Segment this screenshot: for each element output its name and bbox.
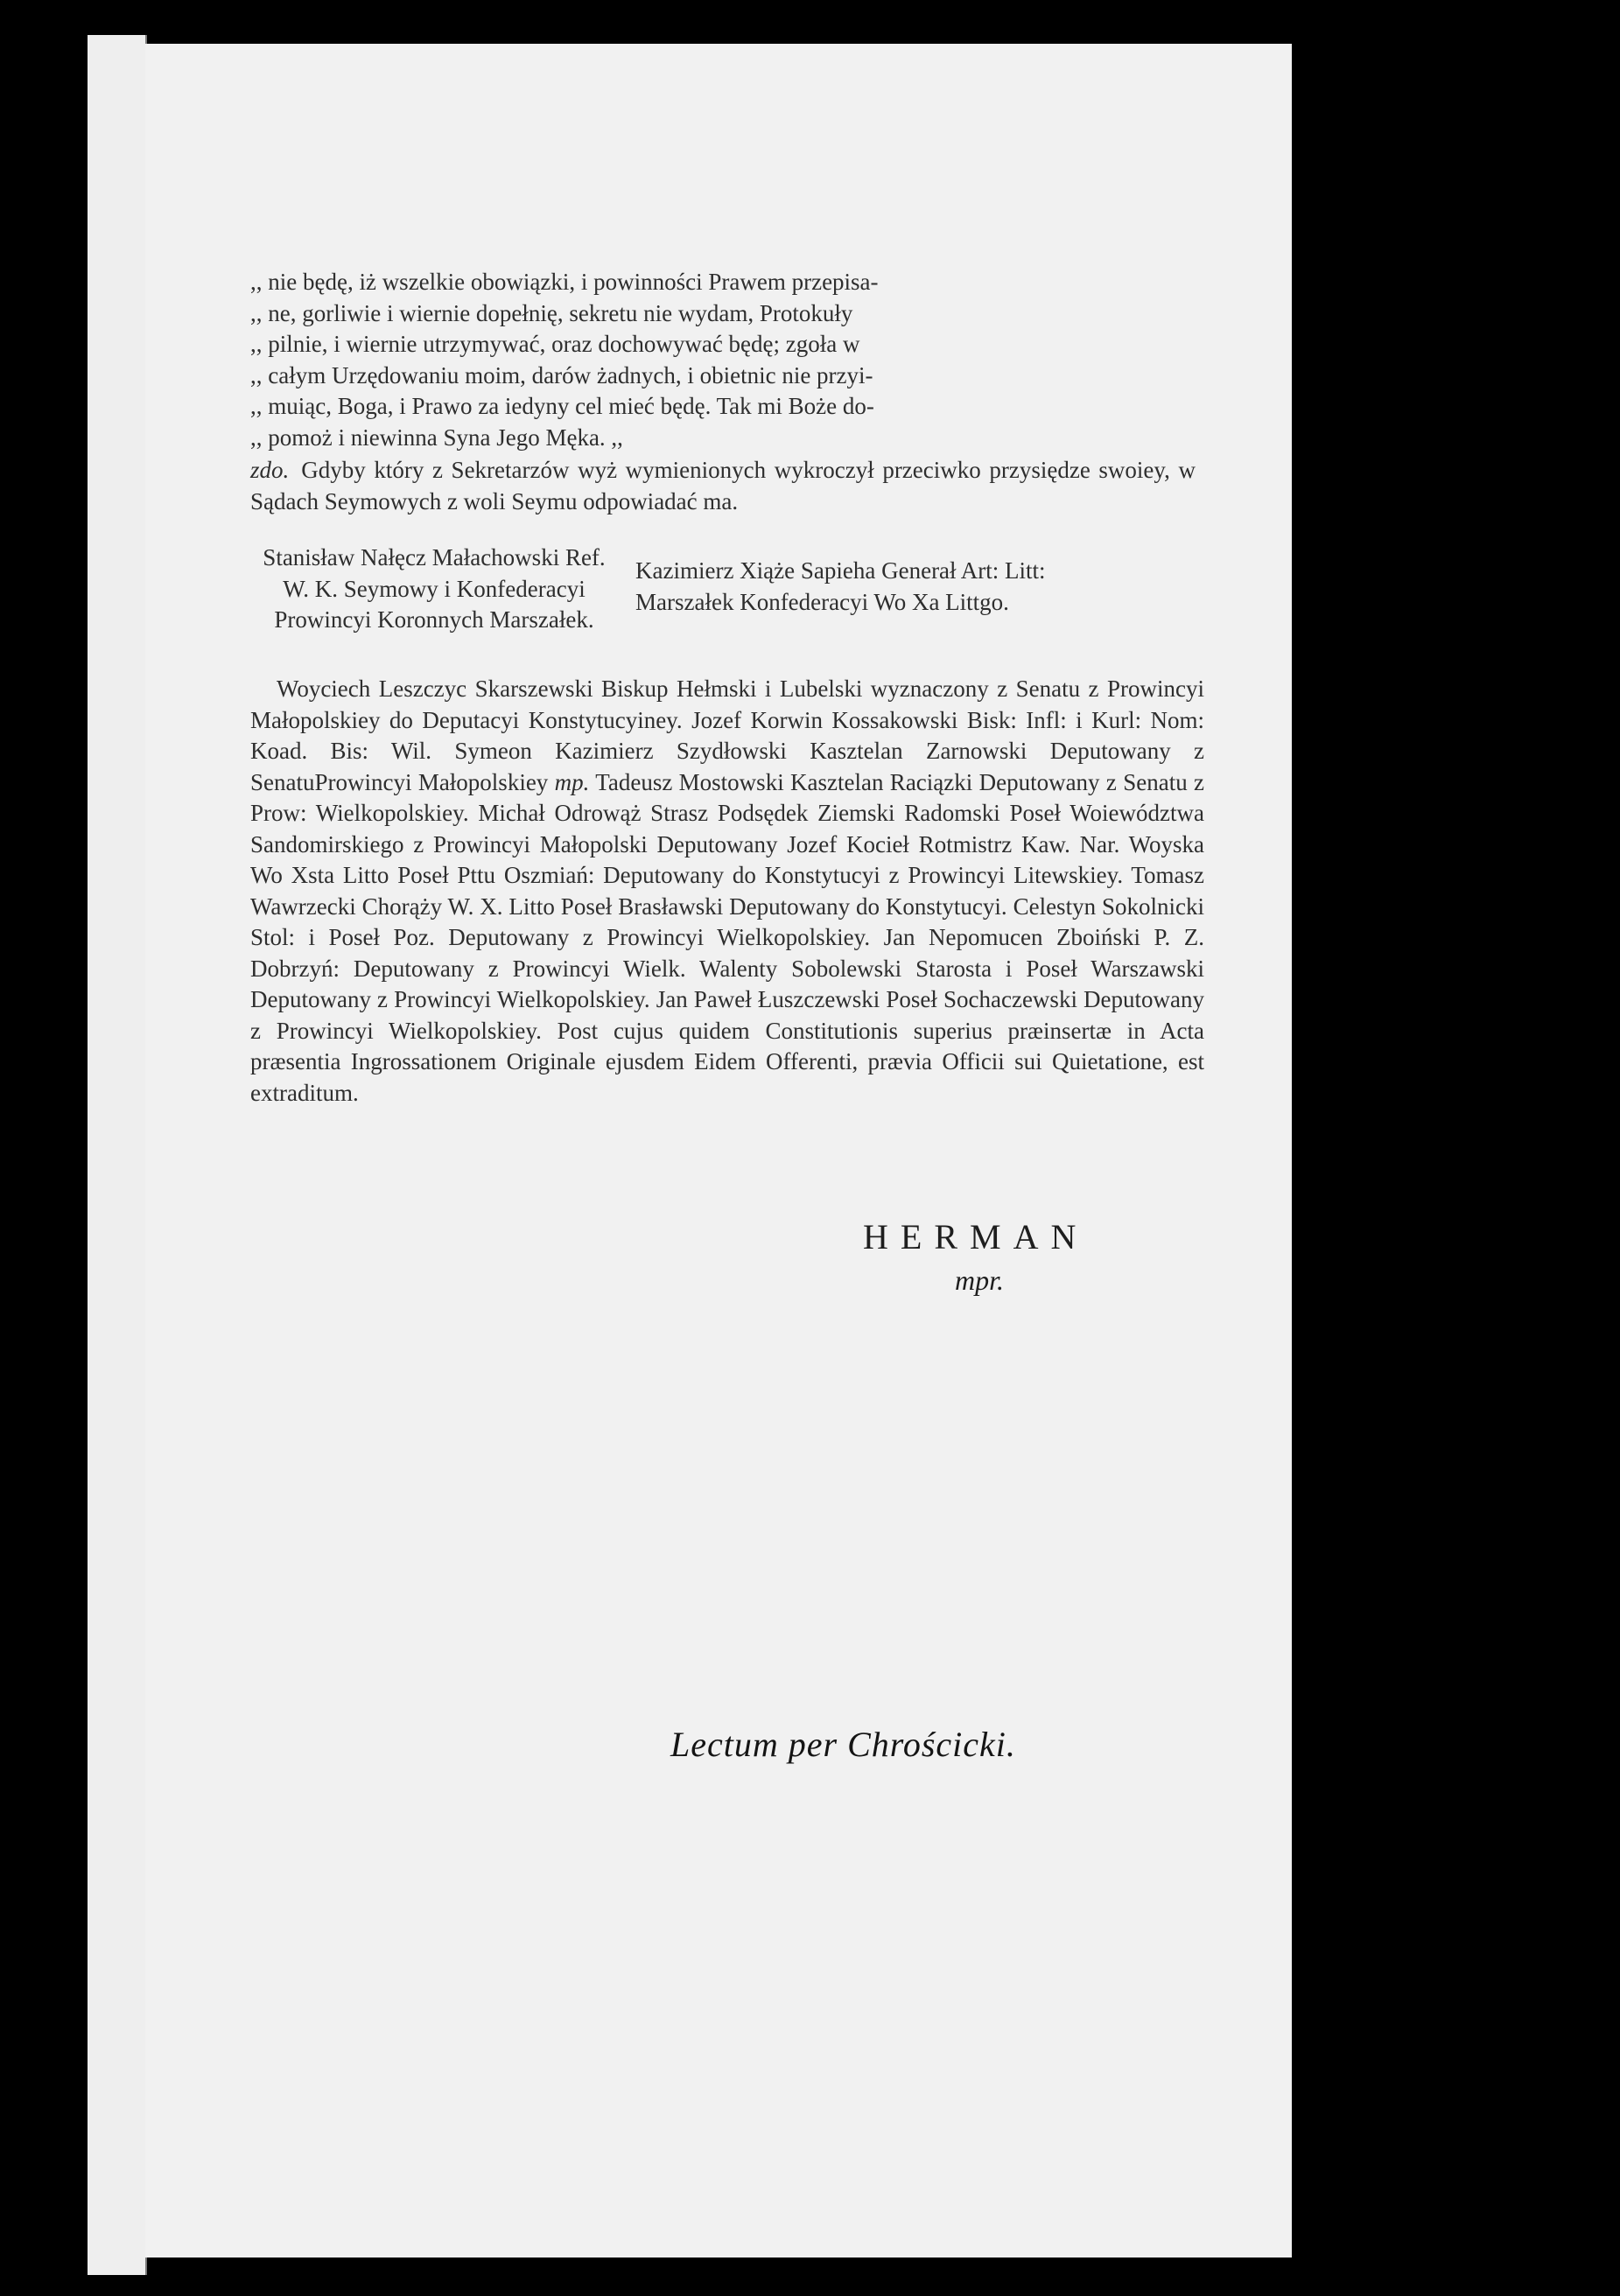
document-page: [145, 44, 1292, 2258]
deputation-text-part2: Tadeusz Mostowski Kasztelan Raciązki Deputowany z Senatu z Prow: Wielkopolskiey. Michał Odrowąż Strasz Podsędek Ziemski Radomski Poseł Woiewództwa Sandomirskiego z Prowincyi Małopolski Deputowany Jozef Kocieł Rotmistrz Kaw. Nar. Woyska Wo Xsta Litto Poseł Pttu Oszmiań: Deputowany do Konstytucyi z Prowincyi Litewskiey. Tomasz Wawrzecki Chorąży W. X. Litto Poseł Brasławski Deputowany do Konstytucyi. Celestyn Sokolnicki Stol: i Poseł Poz. Deputowany z Prowincyi Wielkopolskiey. Jan Nepomucen Zboiński P. Z. Dobrzyń: Deputowany z Prowincyi Wielk. Walenty Sobolewski Starosta i Poseł Warszawski Deputowany z Prowincyi Wielkopolskiey. Jan Paweł Łuszczewski Poseł Sochaczewski Deputowany z Prowincyi Wielkopolskiey. Post cujus quidem Constitutionis superius præinsertæ in Acta præsentia Ingrossationem Originale ejusdem Eidem Offerenti, prævia Officii sui Quietatione, est extraditum.: [250, 768, 1205, 1106]
signature-marshal-crown: Stanisław Nałęcz Małachowski Ref. W. K. Seymowy i Konfederacyi Prowincyi Koronnych Marszałek.: [263, 544, 606, 633]
oath-line: ,, ne, gorliwie i wiernie dopełnię, sekretu nie wydam, Protokuły: [250, 299, 853, 326]
deputation-list: [250, 674, 1204, 1109]
oath-line: ,, całym Urzędowaniu moim, darów żadnych, i obietnic nie przyi-: [250, 361, 873, 388]
deputation-text-part1: Woyciech Leszczyc Skarszewski Biskup Hełmski i Lubelski wyznaczony z Senatu z Prowincyi Małopolskiey do Deputacyi Konstytucyiney. Jozef Korwin Kossakowski Bisk: Infl: i Kurl: Nom: Koad. Bis: Wil. Symeon Kazimierz Szydłowski Kasztelan Zarnowski Deputowany z SenatuProwincyi Małopolskiey: [250, 676, 1204, 795]
oath-line: ,, muiąc, Boga, i Prawo za iedyny cel mieć będę. Tak mi Boże do-: [250, 393, 874, 419]
oath-line: ,, pilnie, i wiernie utrzymywać, oraz dochowywać będę; zgoła w: [250, 331, 860, 357]
deputation-mp-mark: mp.: [554, 768, 590, 795]
closing-text: Gdyby który z Sekretarzów wyż wymienionych wykroczył przeciwko przysiędze swoiey, w Sądach Seymowych z woli Seymu odpowiadać ma.: [250, 457, 1196, 514]
previous-page-edge: [88, 35, 147, 2275]
herman-signature: HERMAN: [863, 1217, 1089, 1256]
mpr-mark: mpr.: [955, 1264, 1005, 1296]
oath-paragraph: [250, 267, 1196, 453]
closing-paragraph: [250, 455, 1196, 517]
oath-line: ,, nie będę, iż wszelkie obowiązki, i powinności Prawem przepisa-: [250, 269, 879, 295]
signature-marshal-lithuania: Kazimierz Xiąże Sapieha Generał Art: Litt: Marszałek Konfederacyi Wo Xa Littgo.: [635, 557, 1046, 615]
closing-lead: zdo.: [250, 457, 290, 483]
lectum-note: Lectum per Chrościcki.: [670, 1725, 1016, 1764]
oath-line: ,, pomoż i niewinna Syna Jego Męka. ,,: [250, 424, 623, 451]
